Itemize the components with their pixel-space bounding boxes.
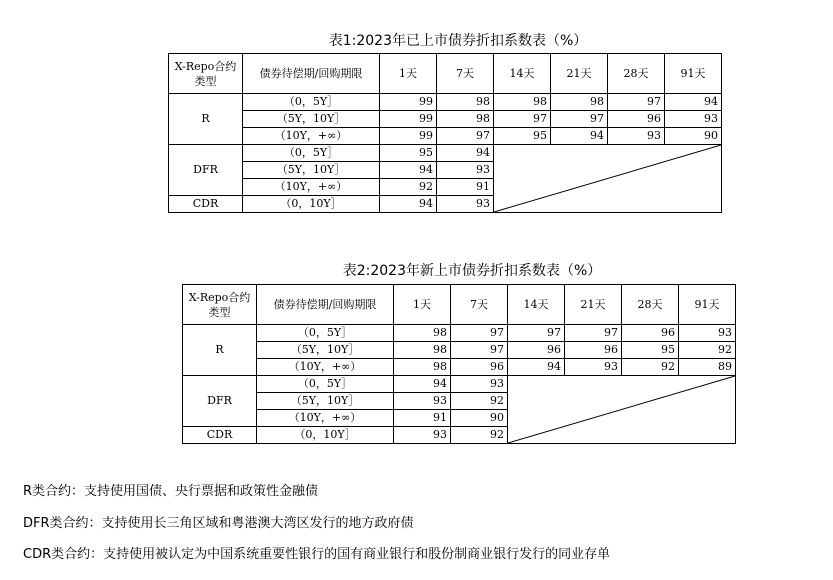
value-cell: 97 <box>494 111 551 128</box>
value-cell: 98 <box>437 111 494 128</box>
maturity-cell: （10Y，+∞） <box>257 359 394 376</box>
value-cell: 95 <box>622 342 679 359</box>
maturity-cell: （0，5Y］ <box>243 94 380 111</box>
header-term: 14天 <box>508 285 565 325</box>
value-cell: 90 <box>451 410 508 427</box>
table-row <box>183 376 736 393</box>
maturity-cell: （0，5Y］ <box>243 145 380 162</box>
header-row <box>169 54 722 94</box>
value-cell: 92 <box>679 342 736 359</box>
value-cell: 99 <box>380 94 437 111</box>
value-cell: 95 <box>380 145 437 162</box>
header-term: 7天 <box>437 54 494 94</box>
maturity-cell: （5Y，10Y］ <box>257 342 394 359</box>
value-cell: 99 <box>380 128 437 145</box>
table-row <box>183 359 736 376</box>
header-term: 91天 <box>665 54 722 94</box>
value-cell: 98 <box>394 325 451 342</box>
maturity-cell: （10Y，+∞） <box>243 179 380 196</box>
header-contract-type: X-Repo合约类型 <box>183 285 257 325</box>
header-term: 1天 <box>394 285 451 325</box>
value-cell: 89 <box>679 359 736 376</box>
table1-title: 表1:2023年已上市债券折扣系数表（%） <box>328 33 588 49</box>
contract-type-cell: R <box>183 325 257 376</box>
value-cell: 96 <box>622 325 679 342</box>
contract-type-cell: CDR <box>169 196 243 213</box>
header-term: 28天 <box>608 54 665 94</box>
not-applicable-cell <box>494 145 722 213</box>
note-dfr-contract: DFR类合约：支持使用长三角区域和粤港澳大湾区发行的地方政府债 <box>23 516 414 531</box>
maturity-cell: （0，5Y］ <box>257 376 394 393</box>
value-cell: 95 <box>494 128 551 145</box>
diagonal-line <box>494 145 721 212</box>
value-cell: 94 <box>380 162 437 179</box>
table2-title: 表2:2023年新上市债券折扣系数表（%） <box>342 263 602 279</box>
value-cell: 96 <box>565 342 622 359</box>
maturity-cell: （0，5Y］ <box>257 325 394 342</box>
table-row <box>183 325 736 342</box>
maturity-cell: （0，10Y］ <box>243 196 380 213</box>
value-cell: 94 <box>394 376 451 393</box>
value-cell: 92 <box>622 359 679 376</box>
header-maturity: 债券待偿期/回购期限 <box>243 54 380 94</box>
note-r-contract: R类合约：支持使用国债、央行票据和政策性金融债 <box>23 484 319 499</box>
value-cell: 93 <box>565 359 622 376</box>
not-applicable-cell <box>508 376 736 444</box>
value-cell: 93 <box>451 376 508 393</box>
value-cell: 92 <box>380 179 437 196</box>
value-cell: 92 <box>451 393 508 410</box>
header-maturity: 债券待偿期/回购期限 <box>257 285 394 325</box>
table-row <box>169 128 722 145</box>
value-cell: 91 <box>394 410 451 427</box>
value-cell: 90 <box>665 128 722 145</box>
header-term: 28天 <box>622 285 679 325</box>
value-cell: 93 <box>437 162 494 179</box>
value-cell: 94 <box>551 128 608 145</box>
header-term: 21天 <box>565 285 622 325</box>
value-cell: 94 <box>508 359 565 376</box>
value-cell: 92 <box>451 427 508 444</box>
header-term: 7天 <box>451 285 508 325</box>
contract-type-cell: DFR <box>169 145 243 196</box>
value-cell: 91 <box>437 179 494 196</box>
table-row <box>169 145 722 162</box>
value-cell: 93 <box>437 196 494 213</box>
value-cell: 98 <box>437 94 494 111</box>
value-cell: 99 <box>380 111 437 128</box>
value-cell: 96 <box>451 359 508 376</box>
table-row <box>169 111 722 128</box>
value-cell: 97 <box>608 94 665 111</box>
maturity-cell: （5Y，10Y］ <box>243 162 380 179</box>
table1-discount-table <box>168 53 722 213</box>
maturity-cell: （5Y，10Y］ <box>243 111 380 128</box>
header-contract-type: X-Repo合约类型 <box>169 54 243 94</box>
value-cell: 98 <box>494 94 551 111</box>
table-row <box>183 342 736 359</box>
value-cell: 97 <box>551 111 608 128</box>
value-cell: 98 <box>551 94 608 111</box>
contract-type-cell: CDR <box>183 427 257 444</box>
value-cell: 94 <box>665 94 722 111</box>
value-cell: 93 <box>665 111 722 128</box>
contract-type-cell: R <box>169 94 243 145</box>
maturity-cell: （10Y，+∞） <box>243 128 380 145</box>
value-cell: 98 <box>394 359 451 376</box>
value-cell: 97 <box>451 325 508 342</box>
maturity-cell: （5Y，10Y］ <box>257 393 394 410</box>
header-term: 14天 <box>494 54 551 94</box>
value-cell: 94 <box>380 196 437 213</box>
header-term: 21天 <box>551 54 608 94</box>
note-cdr-contract: CDR类合约：支持使用被认定为中国系统重要性银行的国有商业银行和股份制商业银行发行的同业存单 <box>23 547 611 562</box>
value-cell: 93 <box>679 325 736 342</box>
diagonal-line <box>508 376 735 443</box>
value-cell: 97 <box>508 325 565 342</box>
value-cell: 97 <box>437 128 494 145</box>
value-cell: 93 <box>394 393 451 410</box>
table2-discount-table <box>182 284 736 444</box>
maturity-cell: （10Y，+∞） <box>257 410 394 427</box>
value-cell: 93 <box>394 427 451 444</box>
value-cell: 96 <box>608 111 665 128</box>
header-row <box>183 285 736 325</box>
value-cell: 94 <box>437 145 494 162</box>
maturity-cell: （0，10Y］ <box>257 427 394 444</box>
value-cell: 97 <box>451 342 508 359</box>
table-row <box>169 94 722 111</box>
value-cell: 93 <box>608 128 665 145</box>
value-cell: 96 <box>508 342 565 359</box>
header-term: 91天 <box>679 285 736 325</box>
contract-type-cell: DFR <box>183 376 257 427</box>
value-cell: 98 <box>394 342 451 359</box>
header-term: 1天 <box>380 54 437 94</box>
value-cell: 97 <box>565 325 622 342</box>
